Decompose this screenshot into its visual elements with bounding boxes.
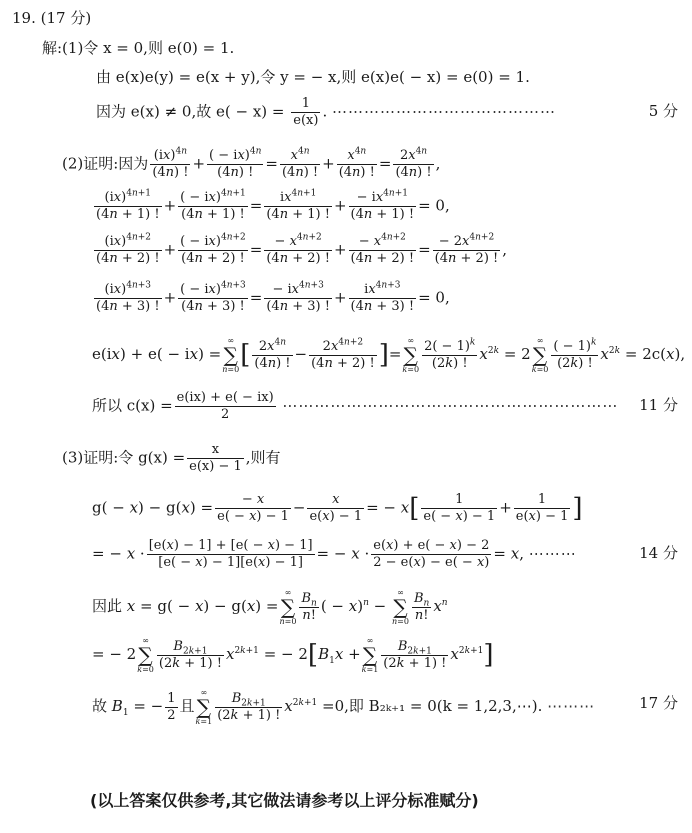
part1-lead: 解:(1)令 x = 0,则 e(0) = 1. — [42, 39, 235, 57]
fraction-g-def: $\frac{x}{e(x) - 1}$ — [189, 442, 242, 474]
part2-conclusion: 所以 c(x) = $\frac{e(ix) + e( - ix)}{2}$ ⋯⋯⋯⋯⋯⋯⋯⋯⋯⋯⋯⋯⋯⋯⋯⋯⋯⋯⋯⋯⋯ — [92, 390, 619, 422]
part1-line2: 由 e(x)e(y) = e(x + y),令 y = − x,则 e(x)e( − x) = e(0) = 1. — [96, 68, 530, 86]
part2-sum-line: e(ix) + e( − ix) = ∞ ∑ n=0 [ $\frac{2x^{4n}}{(4n) !}$ − $\frac{2x^{4n+2}}{(4n + 2) !}$ ]= ∞ ∑ k=0 $\frac{2( - 1)^k}{(2k) !}$ $x^{2k} = 2$ ∞ ∑ k=0 $\frac{( - 1)^k}{(2k) !}$ $x^{2k} = 2c(x)$, — [92, 336, 686, 374]
part3-final: 故 $B_1$ = − $\frac{1}{2}$ 且 ∞ ∑ k=1 $\frac{B_{2k+1}}{(2k + 1) !}$ $x^{2k+1} =0$,即 B₂ₖ₊₁ = 0(k = 1,2,3,⋯). ⋯⋯⋯ — [92, 688, 596, 726]
part2-lead: (2)证明:因为 — [62, 154, 149, 173]
part1-line3: 因为 e(x) ≠ 0,故 e( − x) = $\frac{1}{e(x)}$ . ⋯⋯⋯⋯⋯⋯⋯⋯⋯⋯⋯⋯⋯⋯ — [96, 96, 556, 128]
part3-line4: = − 2 ∞ ∑ k=0 $\frac{B_{2k+1}}{(2k + 1) !}$ $x^{2k+1}$ = − $2[B_1x$ + ∞ ∑ k=1 $\frac{B_{2k+1}}{(2k + 1) !}$ $x^{2k+1}$] — [92, 636, 494, 674]
part2-line3: $\frac{(ix)^{4n+2}}{(4n + 2) !}$ + $\frac{( - ix)^{4n+2}}{(4n + 2) !}$ = $\frac{- x^{4n+2}}{(4n + 2) !}$ + $\frac{- x^{4n+2}}{(4n + 2) !}$ = $\frac{- 2x^{4n+2}}{(4n + 2) !}$ , — [96, 232, 508, 266]
dot-leader: ⋯⋯⋯⋯⋯⋯⋯⋯⋯⋯⋯⋯⋯⋯ — [332, 102, 556, 121]
dot-leader: ⋯⋯⋯ — [528, 544, 577, 563]
part2-line1: (2)证明:因为 $\frac{(ix)^{4n}}{(4n) !}$ + $\frac{( - ix)^{4n}}{(4n) !}$ = $\frac{x^{4n}}{(4n) !}$ + $\frac{x^{4n}}{(4n) !}$ = $\frac{2x^{4n}}{(4n) !}$ , — [62, 146, 441, 180]
footer-note: (以上答案仅供参考,其它做法请参考以上评分标准赋分) — [90, 791, 479, 810]
fraction-one-over-ex: $\frac{1}{e(x)}$ — [293, 96, 319, 128]
score-5: 5 分 — [648, 102, 678, 120]
score-11: 11 分 — [639, 396, 678, 414]
part3-lead: (3)证明:令 g(x) = $\frac{x}{e(x) - 1}$ ,则有 — [62, 442, 281, 474]
part3-line3: 因此 x = g( − x) − g(x) = ∞ ∑ n=0 $\frac{B_n}{n!}$ ( − x)$^n$ − ∞ ∑ n=0 $\frac{B_n}{n!}$ $x^n$ — [92, 588, 448, 626]
part2-line4: $\frac{(ix)^{4n+3}}{(4n + 3) !}$ + $\frac{( - ix)^{4n+3}}{(4n + 3) !}$ = $\frac{- ix^{4n+3}}{(4n + 3) !}$ + $\frac{ix^{4n+3}}{(4n + 3) !}$ = 0, — [96, 280, 450, 314]
dot-leader: ⋯⋯⋯⋯⋯⋯⋯⋯⋯⋯⋯⋯⋯⋯⋯⋯⋯⋯⋯⋯⋯ — [282, 396, 619, 415]
score-17: 17 分 — [639, 694, 678, 712]
fraction-c-of-x: $\frac{e(ix) + e( - ix)}{2}$ — [176, 390, 274, 422]
dot-leader: ⋯⋯⋯ — [547, 697, 596, 715]
part3-line1: g( − x) − g(x) = $\frac{- x}{e( - x) - 1}$ − $\frac{x}{e(x) - 1}$ = − x[ $\frac{1}{e( - x) - 1}$ + $\frac{1}{e(x) - 1}$ ] — [92, 492, 583, 524]
part3-line2: = − x · $\frac{[e(x) - 1] + [e( - x) - 1]}{[e( - x) - 1][e(x) - 1]}$ = − x · $\frac{e(x) + e( - x) - 2}{2 - e(x) - e( - x)}$ = x, ⋯⋯⋯ — [92, 538, 577, 570]
part1-line3-prefix: 因为 e(x) ≠ 0,故 e( − x) = — [96, 102, 285, 121]
score-14: 14 分 — [639, 544, 678, 562]
part2-line2: $\frac{(ix)^{4n+1}}{(4n + 1) !}$ + $\frac{( - ix)^{4n+1}}{(4n + 1) !}$ = $\frac{ix^{4n+1}}{(4n + 1) !}$ + $\frac{- ix^{4n+1}}{(4n + 1) !}$ = 0, — [96, 188, 450, 222]
problem-header: 19. (17 分) — [12, 9, 92, 27]
